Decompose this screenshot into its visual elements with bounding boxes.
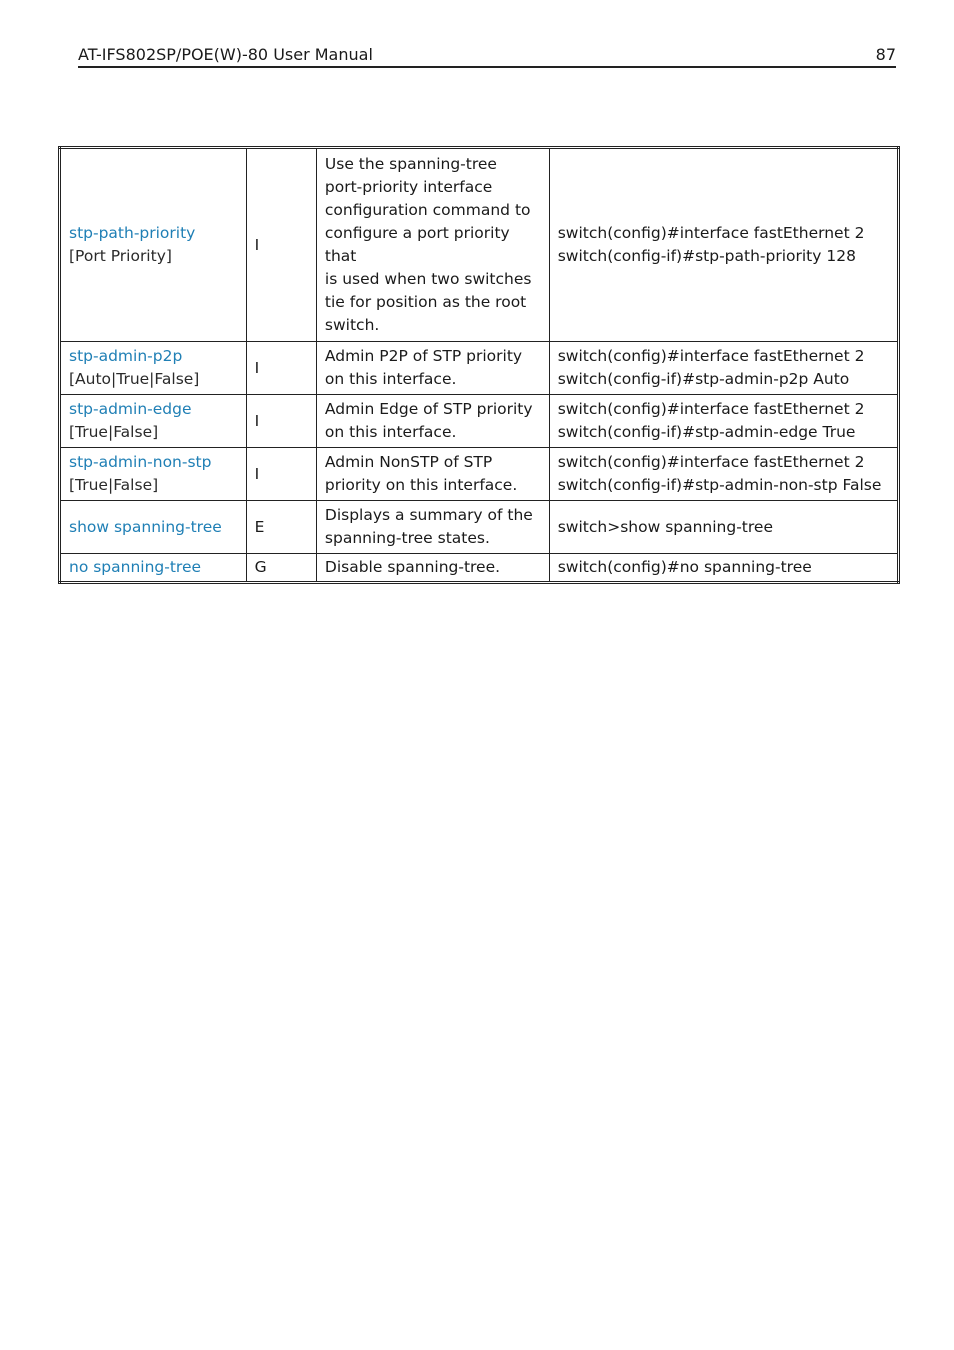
mode-cell: G [246,554,316,583]
example-line: switch(config-if)#stp-admin-non-stp False [557,476,882,494]
command-name[interactable]: show spanning-tree [69,517,222,536]
description-line: Disable spanning-tree. [324,558,501,576]
description-line: spanning-tree states. [324,529,490,547]
header-divider [78,66,896,68]
description-line: Admin Edge of STP priority [324,400,533,418]
example-line: switch(config)#interface fastEthernet 2 [557,453,865,471]
example-cell [549,148,898,342]
example-cell [549,342,898,395]
mode-cell: I [246,342,316,395]
description-line: on this interface. [324,423,457,441]
command-cell [60,395,247,448]
table-row [60,448,899,501]
mode-cell: I [246,148,316,342]
mode-cell: I [246,395,316,448]
command-cell [60,342,247,395]
command-name[interactable]: stp-admin-non-stp [69,453,212,471]
command-cell [60,148,247,342]
command-parameter: [Port Priority] [69,247,172,265]
example-line: switch(config)#interface fastEthernet 2 [557,400,865,418]
example-line: switch(config)#interface fastEthernet 2 [557,224,865,242]
example-cell [549,554,898,583]
mode-cell: E [246,501,316,554]
command-name[interactable]: no spanning-tree [69,558,202,576]
description-cell [316,448,549,501]
command-parameter: [True|False] [69,476,159,494]
description-cell [316,395,549,448]
command-cell [60,501,247,554]
page-number: 87 [875,45,896,64]
description-line: Use the spanning-tree [324,155,497,173]
command-parameter: [Auto|True|False] [69,370,200,388]
description-line: Displays a summary of the [324,506,533,524]
description-cell [316,342,549,395]
table-row [60,148,899,342]
description-cell [316,501,549,554]
description-line: switch. [324,316,380,334]
description-line: that [324,247,357,265]
description-line: Admin NonSTP of STP [324,453,493,471]
table-row [60,501,899,554]
description-line: is used when two switches [324,270,532,288]
example-line: switch(config-if)#stp-admin-edge True [557,423,856,441]
example-cell [549,501,898,554]
description-line: port-priority interface [324,178,493,196]
command-name[interactable]: stp-path-priority [69,224,196,242]
description-cell [316,554,549,583]
description-line: tie for position as the root [324,293,527,311]
table-row [60,342,899,395]
example-cell [549,395,898,448]
example-line: switch>show spanning-tree [557,517,773,536]
table-row [60,554,899,583]
command-parameter: [True|False] [69,423,159,441]
mode-cell: I [246,448,316,501]
command-name[interactable]: stp-admin-edge [69,400,192,418]
command-cell [60,554,247,583]
description-line: priority on this interface. [324,476,518,494]
example-line: switch(config)#no spanning-tree [557,558,812,576]
description-line: on this interface. [324,370,457,388]
example-cell [549,448,898,501]
example-line: switch(config)#interface fastEthernet 2 [557,347,865,365]
command-cell [60,448,247,501]
description-line: configure a port priority [324,224,510,242]
table-row [60,395,899,448]
page-header [78,44,896,66]
example-line: switch(config-if)#stp-path-priority 128 [557,247,856,265]
command-table [58,146,900,584]
description-cell [316,148,549,342]
description-line: Admin P2P of STP priority [324,347,523,365]
example-line: switch(config-if)#stp-admin-p2p Auto [557,370,850,388]
description-line: configuration command to [324,201,531,219]
command-name[interactable]: stp-admin-p2p [69,347,183,365]
manual-title: AT-IFS802SP/POE(W)-80 User Manual [78,45,373,64]
